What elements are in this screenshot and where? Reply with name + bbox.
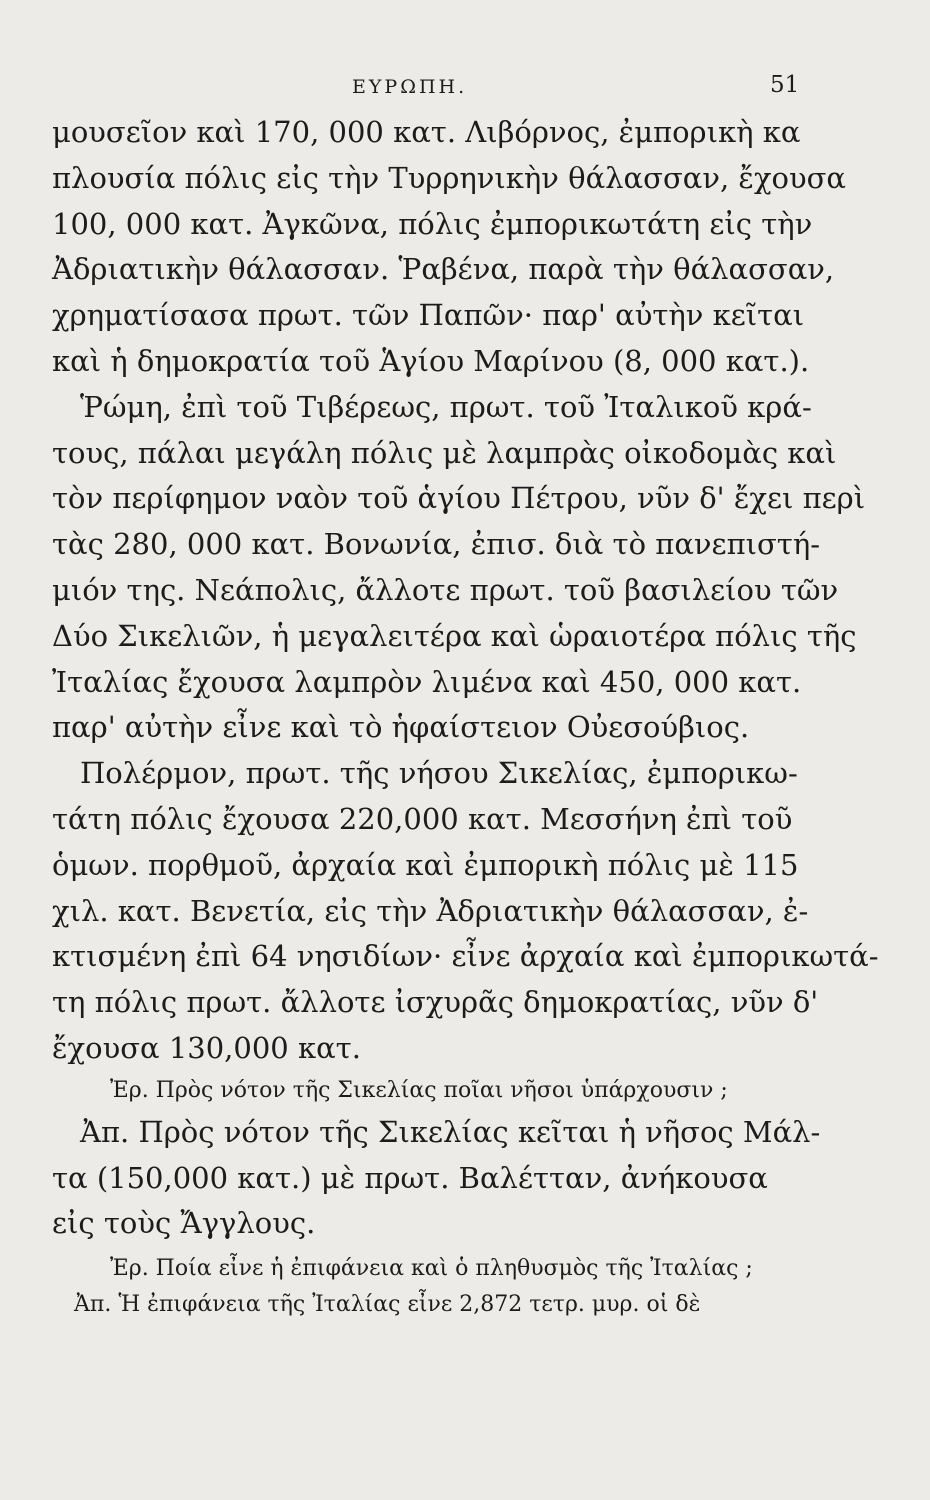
- text-line: τὸν περίφημον ναὸν τοῦ ἁγίου Πέτρου, νῦν δ' ἔχει περὶ: [52, 481, 866, 516]
- text-line: ἔχουσα 130,000 κατ.: [52, 1030, 361, 1065]
- page-header: [0, 72, 930, 112]
- text-line: ὁμων. πορθμοῦ, ἀρχαία καὶ ἐμπορικὴ πόλις μὲ 115: [52, 847, 799, 882]
- question-1: Ἐρ. Πρὸς νότον τῆς Σικελίας ποῖαι νῆσοι ὑπάρχουσιν ;: [110, 1077, 728, 1103]
- text-line: Ἀδριατικὴν θάλασσαν. Ῥαβένα, παρὰ τὴν θάλασσαν,: [52, 252, 835, 287]
- text-line: Δύο Σικελιῶν, ἡ μεγαλειτέρα καὶ ὡραιοτέρα πόλις τῆς: [52, 618, 857, 653]
- text-line: τὰς 280, 000 κατ. Βονωνία, ἐπισ. διὰ τὸ πανεπιστή-: [52, 527, 821, 562]
- text-line: πλουσία πόλις εἰς τὴν Τυρρηνικὴν θάλασσαν, ἔχουσα: [52, 160, 846, 195]
- text-line: τους, πάλαι μεγάλη πόλις μὲ λαμπρὰς οἰκοδομὰς καὶ: [52, 435, 837, 470]
- text-line: παρ' αὐτὴν εἶνε καὶ τὸ ἡφαίστειον Οὐεσούβιος.: [52, 710, 750, 745]
- text-line: τάτη πόλις ἔχουσα 220,000 κατ. Μεσσήνη ἐπὶ τοῦ: [52, 801, 793, 836]
- answer-1-line: εἰς τοὺς Ἄγγλους.: [52, 1206, 316, 1241]
- page-number: 51: [770, 72, 800, 98]
- body-text: [52, 110, 879, 1323]
- answer-2: Ἀπ. Ἡ ἐπιφάνεια τῆς Ἰταλίας εἶνε 2,872 τετρ. μυρ. οἱ δὲ: [74, 1292, 701, 1318]
- question-2: Ἐρ. Ποία εἶνε ἡ ἐπιφάνεια καὶ ὁ πληθυσμὸς τῆς Ἰταλίας ;: [110, 1256, 753, 1282]
- text-line: χρηματίσασα πρωτ. τῶν Παπῶν· παρ' αὐτὴν κεῖται: [52, 298, 805, 333]
- text-line: χιλ. κατ. Βενετία, εἰς τὴν Ἀδριατικὴν θάλασσαν, ἐ-: [52, 893, 809, 928]
- text-line: 100, 000 κατ. Ἀγκῶνα, πόλις ἐμπορικωτάτη εἰς τὴν: [52, 206, 813, 241]
- text-line: Ῥώμη, ἐπὶ τοῦ Τιβέρεως, πρωτ. τοῦ Ἰταλικοῦ κρά-: [80, 389, 812, 424]
- answer-1-line: τα (150,000 κατ.) μὲ πρωτ. Βαλέτταν, ἀνήκουσα: [52, 1160, 768, 1195]
- text-line: Πολέρμον, πρωτ. τῆς νήσου Σικελίας, ἐμπορικω-: [80, 756, 798, 791]
- text-line: μουσεῖον καὶ 170, 000 κατ. Λιβόρνος, ἐμπορικὴ κα: [52, 115, 801, 149]
- answer-1-line: Ἀπ. Πρὸς νότον τῆς Σικελίας κεῖται ἡ νῆσος Μάλ-: [80, 1114, 821, 1149]
- running-head: ΕΥΡΩΠΗ.: [352, 76, 468, 98]
- text-line: κτισμένη ἐπὶ 64 νησιδίων· εἶνε ἀρχαία καὶ ἐμπορικωτά-: [52, 939, 879, 974]
- text-line: μιόν της. Νεάπολις, ἄλλοτε πρωτ. τοῦ βασιλείου τῶν: [52, 572, 839, 607]
- text-line: Ἰταλίας ἔχουσα λαμπρὸν λιμένα καὶ 450, 000 κατ.: [52, 664, 802, 699]
- text-line: καὶ ἡ δημοκρατία τοῦ Ἁγίου Μαρίνου (8, 000 κατ.).: [52, 343, 810, 378]
- text-line: τη πόλις πρωτ. ἄλλοτε ἰσχυρᾶς δημοκρατίας, νῦν δ': [52, 985, 819, 1020]
